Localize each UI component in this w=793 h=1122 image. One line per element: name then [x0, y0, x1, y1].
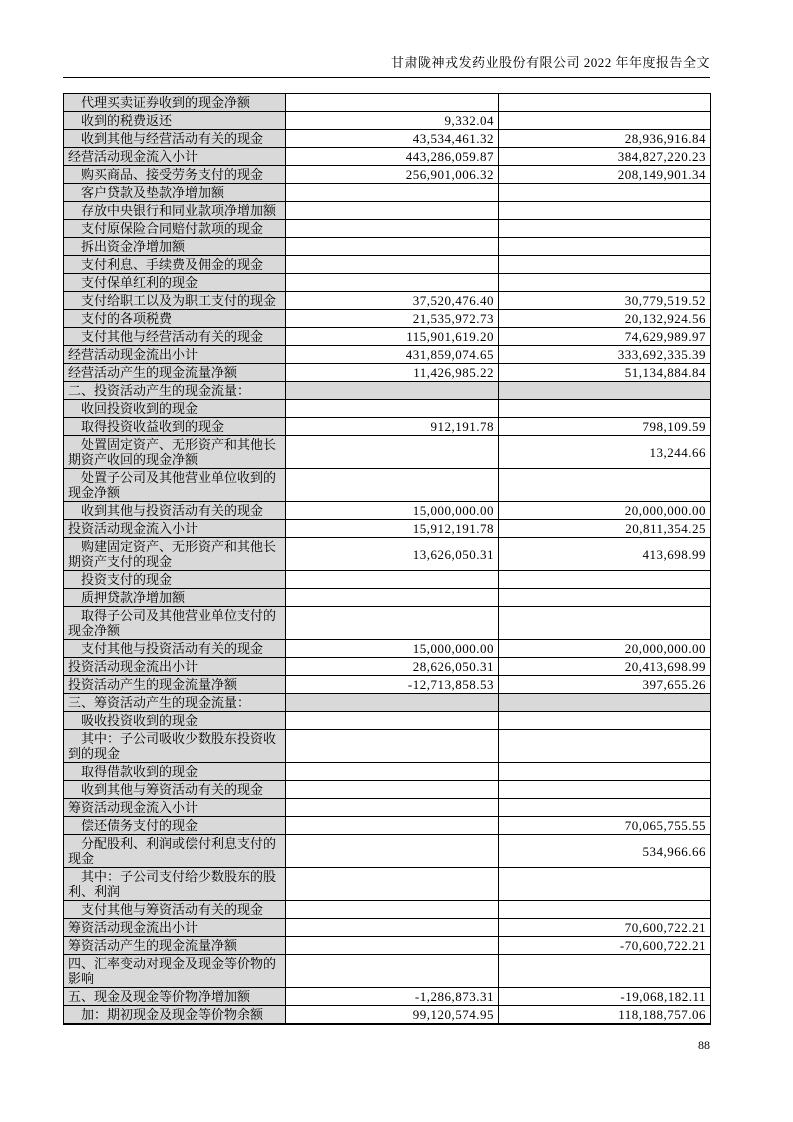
value-current-period: [286, 955, 499, 988]
value-current-period: 431,859,074.65: [286, 346, 499, 364]
value-current-period: 99,120,574.95: [286, 1006, 499, 1025]
row-label: 处置子公司及其他营业单位收到的现金净额: [64, 469, 286, 502]
value-current-period: [286, 694, 499, 712]
value-prior-period: [499, 274, 711, 292]
section-header-row: [64, 382, 711, 400]
table-row: [64, 712, 711, 730]
value-prior-period: [499, 400, 711, 418]
row-label: 经营活动现金流出小计: [64, 346, 286, 364]
row-label: 四、汇率变动对现金及现金等价物的影响: [64, 955, 286, 988]
value-prior-period: [499, 868, 711, 901]
row-label: 收到其他与投资活动有关的现金: [64, 502, 286, 520]
value-current-period: [286, 712, 499, 730]
table-row: [64, 817, 711, 835]
cash-flow-table: [63, 93, 711, 1025]
table-row: [64, 799, 711, 817]
value-prior-period: 30,779,519.52: [499, 292, 711, 310]
table-row: [64, 364, 711, 382]
value-prior-period: 20,413,698.99: [499, 658, 711, 676]
value-current-period: 443,286,059.87: [286, 148, 499, 166]
value-prior-period: [499, 571, 711, 589]
value-prior-period: [499, 382, 711, 400]
row-label: 客户贷款及垫款净增加额: [64, 184, 286, 202]
value-prior-period: 397,655.26: [499, 676, 711, 694]
value-current-period: 15,000,000.00: [286, 640, 499, 658]
value-prior-period: 28,936,916.84: [499, 130, 711, 148]
value-current-period: [286, 817, 499, 835]
table-row: [64, 328, 711, 346]
value-prior-period: [499, 799, 711, 817]
value-current-period: [286, 607, 499, 640]
table-row: [64, 184, 711, 202]
row-label: 三、筹资活动产生的现金流量：: [64, 694, 286, 712]
row-label: 投资支付的现金: [64, 571, 286, 589]
row-label: 投资活动现金流入小计: [64, 520, 286, 538]
page-header: [63, 52, 710, 78]
value-current-period: [286, 94, 499, 112]
row-label: 支付的各项税费: [64, 310, 286, 328]
table-row: [64, 418, 711, 436]
value-current-period: 912,191.78: [286, 418, 499, 436]
table-row: [64, 436, 711, 469]
row-label: 收到其他与经营活动有关的现金: [64, 130, 286, 148]
value-current-period: [286, 868, 499, 901]
value-prior-period: 208,149,901.34: [499, 166, 711, 184]
cash-flow-table-body: [64, 94, 711, 1025]
row-label: 取得子公司及其他营业单位支付的现金净额: [64, 607, 286, 640]
row-label: 收到其他与筹资活动有关的现金: [64, 781, 286, 799]
value-current-period: 115,901,619.20: [286, 328, 499, 346]
value-prior-period: [499, 712, 711, 730]
value-current-period: [286, 469, 499, 502]
value-prior-period: [499, 469, 711, 502]
row-label: 其中：子公司吸收少数股东投资收到的现金: [64, 730, 286, 763]
value-current-period: [286, 937, 499, 955]
value-current-period: [286, 781, 499, 799]
row-label: 投资活动产生的现金流量净额: [64, 676, 286, 694]
value-prior-period: 333,692,335.39: [499, 346, 711, 364]
value-prior-period: 70,065,755.55: [499, 817, 711, 835]
value-current-period: 37,520,476.40: [286, 292, 499, 310]
value-prior-period: 20,132,924.56: [499, 310, 711, 328]
table-row: [64, 202, 711, 220]
row-label: 支付其他与经营活动有关的现金: [64, 328, 286, 346]
row-label: 存放中央银行和同业款项净增加额: [64, 202, 286, 220]
value-current-period: [286, 238, 499, 256]
value-current-period: [286, 763, 499, 781]
table-row: [64, 988, 711, 1006]
page-footer: [63, 1038, 710, 1053]
value-current-period: [286, 274, 499, 292]
table-row: [64, 238, 711, 256]
value-prior-period: [499, 694, 711, 712]
value-current-period: [286, 730, 499, 763]
value-current-period: -12,713,858.53: [286, 676, 499, 694]
row-label: 支付利息、手续费及佣金的现金: [64, 256, 286, 274]
value-prior-period: [499, 607, 711, 640]
value-current-period: [286, 901, 499, 919]
value-prior-period: [499, 955, 711, 988]
table-row: [64, 640, 711, 658]
row-label: 收到的税费返还: [64, 112, 286, 130]
page-number: 88: [698, 1038, 710, 1052]
value-current-period: [286, 220, 499, 238]
table-row: [64, 955, 711, 988]
table-row: [64, 148, 711, 166]
value-current-period: [286, 589, 499, 607]
row-label: 收回投资收到的现金: [64, 400, 286, 418]
row-label: 五、现金及现金等价物净增加额: [64, 988, 286, 1006]
value-current-period: 21,535,972.73: [286, 310, 499, 328]
value-prior-period: [499, 763, 711, 781]
row-label: 取得借款收到的现金: [64, 763, 286, 781]
row-label: 投资活动现金流出小计: [64, 658, 286, 676]
row-label: 代理买卖证券收到的现金净额: [64, 94, 286, 112]
row-label: 其中：子公司支付给少数股东的股利、利润: [64, 868, 286, 901]
value-prior-period: -19,068,182.11: [499, 988, 711, 1006]
value-current-period: 15,912,191.78: [286, 520, 499, 538]
value-prior-period: 74,629,989.97: [499, 328, 711, 346]
row-label: 吸收投资收到的现金: [64, 712, 286, 730]
table-row: [64, 469, 711, 502]
table-row: [64, 520, 711, 538]
value-prior-period: [499, 901, 711, 919]
table-row: [64, 607, 711, 640]
table-row: [64, 400, 711, 418]
table-row: [64, 94, 711, 112]
row-label: 取得投资收益收到的现金: [64, 418, 286, 436]
row-label: 支付给职工以及为职工支付的现金: [64, 292, 286, 310]
value-prior-period: [499, 589, 711, 607]
row-label: 偿还债务支付的现金: [64, 817, 286, 835]
table-row: [64, 112, 711, 130]
row-label: 加：期初现金及现金等价物余额: [64, 1006, 286, 1025]
value-current-period: [286, 202, 499, 220]
row-label: 分配股利、利润或偿付利息支付的现金: [64, 835, 286, 868]
table-row: [64, 835, 711, 868]
value-prior-period: 384,827,220.23: [499, 148, 711, 166]
table-row: [64, 730, 711, 763]
row-label: 经营活动现金流入小计: [64, 148, 286, 166]
value-current-period: [286, 835, 499, 868]
value-current-period: [286, 919, 499, 937]
table-row: [64, 937, 711, 955]
table-row: [64, 1006, 711, 1025]
value-current-period: [286, 256, 499, 274]
row-label: 拆出资金净增加额: [64, 238, 286, 256]
value-prior-period: 534,966.66: [499, 835, 711, 868]
row-label: 支付原保险合同赔付款项的现金: [64, 220, 286, 238]
table-row: [64, 868, 711, 901]
value-prior-period: 20,811,354.25: [499, 520, 711, 538]
value-prior-period: [499, 730, 711, 763]
value-current-period: [286, 382, 499, 400]
value-current-period: 9,332.04: [286, 112, 499, 130]
value-current-period: [286, 436, 499, 469]
table-row: [64, 781, 711, 799]
row-label: 支付其他与筹资活动有关的现金: [64, 901, 286, 919]
table-row: [64, 676, 711, 694]
row-label: 经营活动产生的现金流量净额: [64, 364, 286, 382]
value-prior-period: 51,134,884.84: [499, 364, 711, 382]
value-current-period: [286, 400, 499, 418]
row-label: 处置固定资产、无形资产和其他长期资产收回的现金净额: [64, 436, 286, 469]
table-row: [64, 538, 711, 571]
row-label: 质押贷款净增加额: [64, 589, 286, 607]
value-prior-period: [499, 112, 711, 130]
table-row: [64, 292, 711, 310]
row-label: 支付保单红利的现金: [64, 274, 286, 292]
table-row: [64, 763, 711, 781]
value-prior-period: 798,109.59: [499, 418, 711, 436]
row-label: 支付其他与投资活动有关的现金: [64, 640, 286, 658]
table-row: [64, 220, 711, 238]
value-current-period: 11,426,985.22: [286, 364, 499, 382]
table-row: [64, 901, 711, 919]
value-current-period: 43,534,461.32: [286, 130, 499, 148]
table-row: [64, 274, 711, 292]
value-prior-period: 20,000,000.00: [499, 502, 711, 520]
value-current-period: -1,286,873.31: [286, 988, 499, 1006]
value-prior-period: 70,600,722.21: [499, 919, 711, 937]
value-prior-period: [499, 781, 711, 799]
row-label: 二、投资活动产生的现金流量：: [64, 382, 286, 400]
value-prior-period: [499, 184, 711, 202]
value-current-period: [286, 799, 499, 817]
table-row: [64, 919, 711, 937]
table-row: [64, 256, 711, 274]
row-label: 筹资活动产生的现金流量净额: [64, 937, 286, 955]
value-prior-period: [499, 256, 711, 274]
row-label: 筹资活动现金流出小计: [64, 919, 286, 937]
value-prior-period: [499, 238, 711, 256]
value-prior-period: [499, 202, 711, 220]
value-prior-period: -70,600,722.21: [499, 937, 711, 955]
table-row: [64, 571, 711, 589]
value-prior-period: 118,188,757.06: [499, 1006, 711, 1025]
row-label: 筹资活动现金流入小计: [64, 799, 286, 817]
value-prior-period: [499, 94, 711, 112]
value-prior-period: [499, 220, 711, 238]
table-row: [64, 502, 711, 520]
row-label: 购建固定资产、无形资产和其他长期资产支付的现金: [64, 538, 286, 571]
value-current-period: [286, 184, 499, 202]
value-current-period: [286, 571, 499, 589]
report-title: 甘肃陇神戎发药业股份有限公司 2022 年年度报告全文: [390, 55, 710, 70]
table-row: [64, 130, 711, 148]
value-prior-period: 20,000,000.00: [499, 640, 711, 658]
value-current-period: 256,901,006.32: [286, 166, 499, 184]
value-current-period: 15,000,000.00: [286, 502, 499, 520]
value-prior-period: 13,244.66: [499, 436, 711, 469]
table-row: [64, 346, 711, 364]
value-current-period: 28,626,050.31: [286, 658, 499, 676]
table-row: [64, 589, 711, 607]
value-current-period: 13,626,050.31: [286, 538, 499, 571]
section-header-row: [64, 694, 711, 712]
table-row: [64, 310, 711, 328]
table-row: [64, 658, 711, 676]
value-prior-period: 413,698.99: [499, 538, 711, 571]
table-row: [64, 166, 711, 184]
row-label: 购买商品、接受劳务支付的现金: [64, 166, 286, 184]
